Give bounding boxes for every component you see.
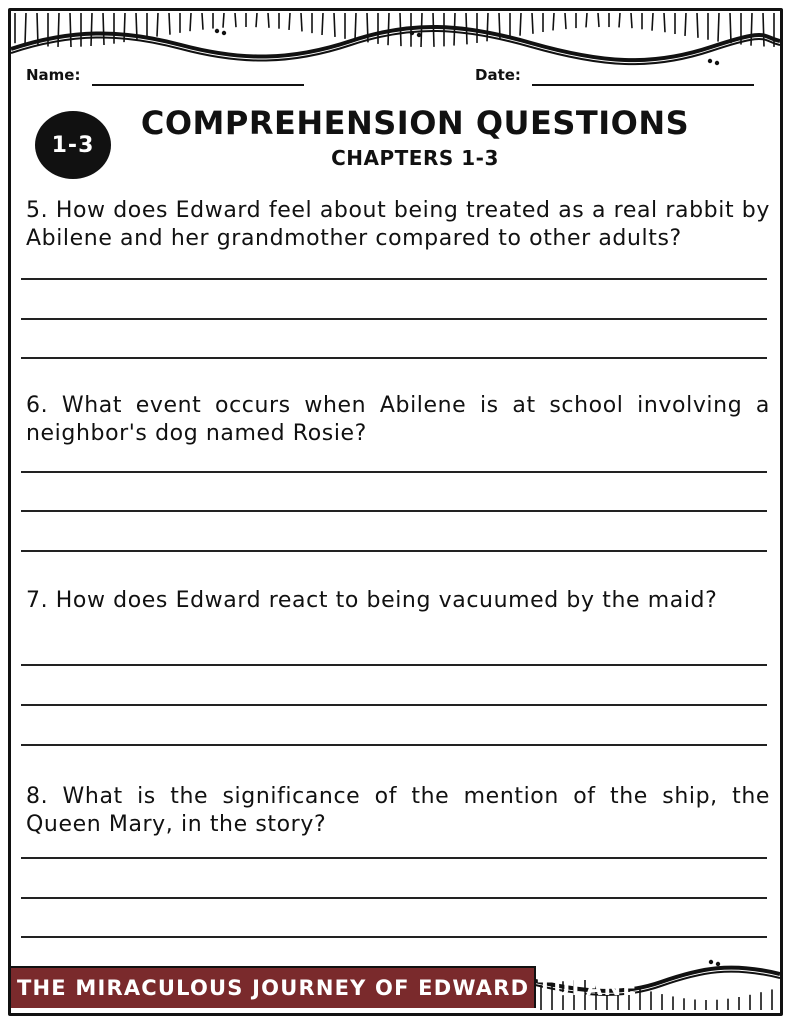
book-title-banner: THE MIRACULOUS JOURNEY OF EDWARD TULANE <box>11 966 536 1008</box>
answer-line[interactable] <box>21 704 767 706</box>
answer-line[interactable] <box>21 357 767 359</box>
answer-line[interactable] <box>21 936 767 938</box>
answer-line[interactable] <box>21 664 767 666</box>
answer-line[interactable] <box>21 550 767 552</box>
name-field[interactable] <box>92 84 304 86</box>
answer-line[interactable] <box>21 471 767 473</box>
question-6: 6. What event occurs when Abilene is at school involving a neighbor's dog named Rosie? <box>26 393 770 446</box>
answer-line[interactable] <box>21 318 767 320</box>
name-label: Name: <box>26 66 81 84</box>
answer-line[interactable] <box>21 857 767 859</box>
date-field[interactable] <box>532 84 754 86</box>
page-subtitle: CHAPTERS 1-3 <box>331 146 499 170</box>
question-5: 5. How does Edward feel about being treated as a real rabbit by Abilene and her grandmother compared to other adults? <box>26 198 770 251</box>
answer-line[interactable] <box>21 510 767 512</box>
date-label: Date: <box>475 66 521 84</box>
page-title: COMPREHENSION QUESTIONS <box>140 104 690 142</box>
question-7: 7. How does Edward react to being vacuumed by the maid? <box>26 588 718 613</box>
chapter-badge: 1-3 <box>35 111 111 179</box>
top-wave-border <box>11 11 780 69</box>
answer-line[interactable] <box>21 744 767 746</box>
answer-line[interactable] <box>21 897 767 899</box>
answer-line[interactable] <box>21 278 767 280</box>
question-8: 8. What is the significance of the mention of the ship, the Queen Mary, in the story? <box>26 784 770 837</box>
